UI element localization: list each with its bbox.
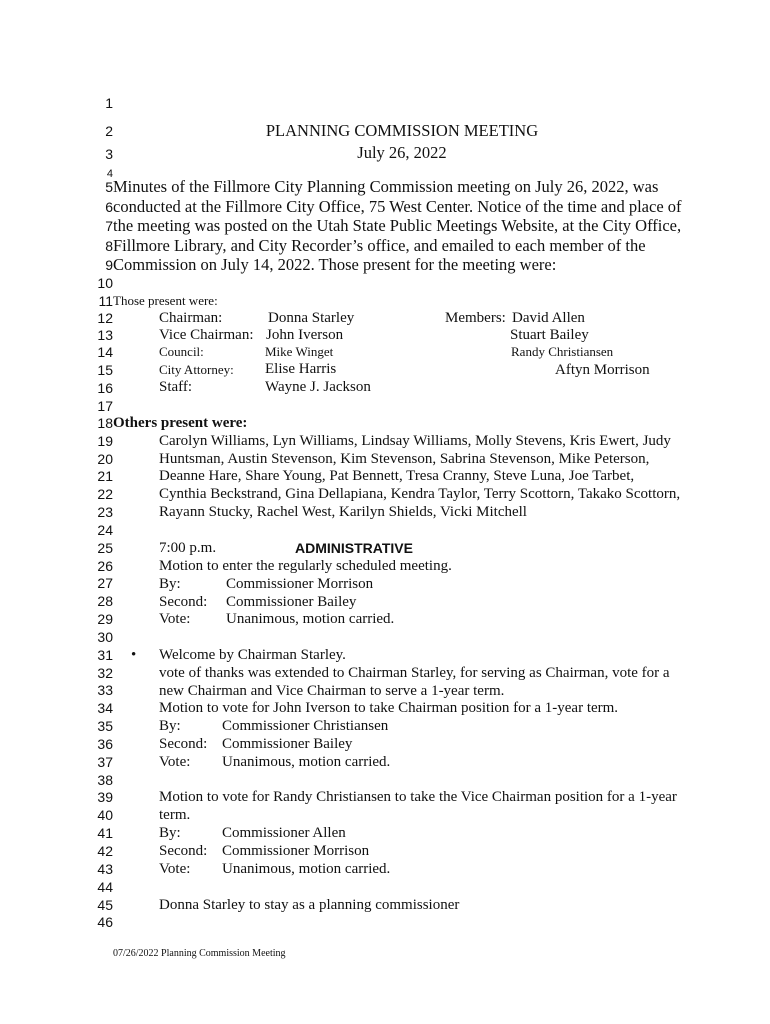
members-label: Members: — [445, 310, 506, 326]
motion-vice-text: term. — [159, 807, 191, 823]
line-number: 31 — [97, 647, 113, 663]
vote-label: Vote: — [159, 611, 191, 627]
line-number: 12 — [97, 310, 113, 326]
line-number: 38 — [97, 772, 113, 788]
intro-line: Minutes of the Fillmore City Planning Commission meeting on July 26, 2022, was — [113, 177, 659, 196]
second-label: Second: — [159, 736, 208, 752]
line-number: 10 — [97, 275, 113, 291]
member-name: Aftyn Morrison — [555, 362, 650, 378]
line-number: 32 — [97, 665, 113, 681]
by-value: Commissioner Christiansen — [222, 718, 389, 734]
second-label: Second: — [159, 843, 208, 859]
line-number: 8 — [105, 238, 113, 254]
others-line: Huntsman, Austin Stevenson, Kim Stevenson, Sabrina Stevenson, Mike Peterson, — [159, 451, 650, 467]
line-number: 28 — [97, 593, 113, 609]
page-footer: 07/26/2022 Planning Commission Meeting — [113, 948, 286, 959]
attorney-label: City Attorney: — [159, 362, 234, 377]
line-number: 27 — [97, 575, 113, 591]
intro-line: the meeting was posted on the Utah State Public Meetings Website, at the City Office, — [113, 216, 682, 235]
line-number: 19 — [97, 433, 113, 449]
admin-time: 7:00 p.m. — [159, 540, 217, 556]
admin-heading: ADMINISTRATIVE — [295, 540, 413, 556]
others-heading: Others present were: — [113, 415, 248, 431]
by-value: Commissioner Morrison — [226, 576, 374, 592]
line-number: 20 — [97, 451, 113, 467]
vote-label: Vote: — [159, 861, 191, 877]
intro-line: conducted at the Fillmore City Office, 75 West Center. Notice of the time and place of — [113, 197, 682, 216]
line-number: 35 — [97, 718, 113, 734]
others-line: Rayann Stucky, Rachel West, Karilyn Shields, Vicki Mitchell — [159, 504, 527, 520]
council-label: Council: — [159, 344, 204, 359]
line-number: 5 — [105, 179, 113, 195]
line-number: 1 — [105, 95, 113, 111]
line-number: 15 — [97, 362, 113, 378]
line-number: 13 — [97, 327, 113, 343]
admin-motion: Motion to enter the regularly scheduled meeting. — [159, 558, 452, 574]
vice-chairman-label: Vice Chairman: — [159, 327, 254, 343]
line-number: 36 — [97, 736, 113, 752]
line-number: 39 — [97, 789, 113, 805]
second-value: Commissioner Bailey — [226, 594, 357, 610]
vice-chairman-name: John Iverson — [266, 327, 344, 343]
line-number: 41 — [97, 825, 113, 841]
line-number: 11 — [98, 293, 113, 309]
vote-value: Unanimous, motion carried. — [226, 611, 395, 627]
line-number: 6 — [105, 199, 113, 215]
line-number: 40 — [97, 807, 113, 823]
second-label: Second: — [159, 594, 208, 610]
staff-name: Wayne J. Jackson — [265, 379, 371, 395]
thanks-line: new Chairman and Vice Chairman to serve a 1-year term. — [159, 683, 505, 699]
others-line: Carolyn Williams, Lyn Williams, Lindsay Williams, Molly Stevens, Kris Ewert, Judy — [159, 433, 671, 449]
others-line: Cynthia Beckstrand, Gina Dellapiana, Kendra Taylor, Terry Scottorn, Takako Scottorn, — [159, 486, 681, 502]
attorney-name: Elise Harris — [265, 361, 337, 377]
intro-line: Commission on July 14, 2022. Those present for the meeting were: — [113, 255, 557, 274]
by-value: Commissioner Allen — [222, 825, 346, 841]
by-label: By: — [159, 825, 181, 841]
motion-chairman-text: Motion to vote for John Iverson to take Chairman position for a 1-year term. — [159, 700, 619, 716]
others-line: Deanne Hare, Share Young, Pat Bennett, Tresa Cranny, Steve Luna, Joe Tarbet, — [159, 468, 635, 484]
line-number: 22 — [97, 486, 113, 502]
line-number: 23 — [97, 504, 113, 520]
line-number: 21 — [97, 468, 113, 484]
line-number: 25 — [97, 540, 113, 556]
line-number: 44 — [97, 879, 113, 895]
line-number: 37 — [97, 754, 113, 770]
line-number: 34 — [97, 700, 113, 716]
closing-line: Donna Starley to stay as a planning commissioner — [159, 897, 460, 913]
line-number: 17 — [97, 398, 113, 414]
line-number: 30 — [97, 629, 113, 645]
by-label: By: — [159, 576, 181, 592]
page-title: PLANNING COMMISSION MEETING — [265, 121, 539, 140]
line-number: 45 — [97, 897, 113, 913]
line-number: 2 — [105, 123, 113, 139]
line-number: 9 — [105, 257, 113, 273]
chairman-name: Donna Starley — [268, 310, 355, 326]
line-number: 29 — [97, 611, 113, 627]
member-name: David Allen — [512, 310, 585, 326]
line-number: 18 — [97, 415, 113, 431]
line-number: 4 — [106, 168, 113, 180]
council-name: Mike Winget — [265, 344, 334, 359]
line-number: 43 — [97, 861, 113, 877]
line-number: 26 — [97, 558, 113, 574]
member-name: Randy Christiansen — [511, 344, 614, 359]
thanks-line: vote of thanks was extended to Chairman Starley, for serving as Chairman, vote for a — [159, 665, 670, 681]
present-heading: Those present were: — [113, 293, 218, 308]
line-number: 24 — [97, 522, 113, 538]
line-number: 14 — [97, 344, 113, 360]
chairman-label: Chairman: — [159, 310, 223, 326]
vote-value: Unanimous, motion carried. — [222, 861, 391, 877]
line-number: 33 — [97, 682, 113, 698]
motion-vice-text: Motion to vote for Randy Christiansen to take the Vice Chairman position for a 1-year — [159, 789, 677, 805]
member-name: Stuart Bailey — [510, 327, 589, 343]
line-number: 7 — [105, 218, 113, 234]
intro-line: Fillmore Library, and City Recorder’s office, and emailed to each member of the — [113, 236, 646, 255]
line-number: 16 — [97, 380, 113, 396]
by-label: By: — [159, 718, 181, 734]
line-number: 3 — [105, 146, 113, 162]
line-number: 46 — [97, 914, 113, 930]
second-value: Commissioner Morrison — [222, 843, 370, 859]
welcome-line: Welcome by Chairman Starley. — [159, 647, 346, 663]
staff-label: Staff: — [159, 379, 193, 395]
second-value: Commissioner Bailey — [222, 736, 353, 752]
meeting-date: July 26, 2022 — [357, 143, 447, 162]
line-number: 42 — [97, 843, 113, 859]
vote-label: Vote: — [159, 754, 191, 770]
bullet-icon: • — [131, 647, 137, 663]
vote-value: Unanimous, motion carried. — [222, 754, 391, 770]
